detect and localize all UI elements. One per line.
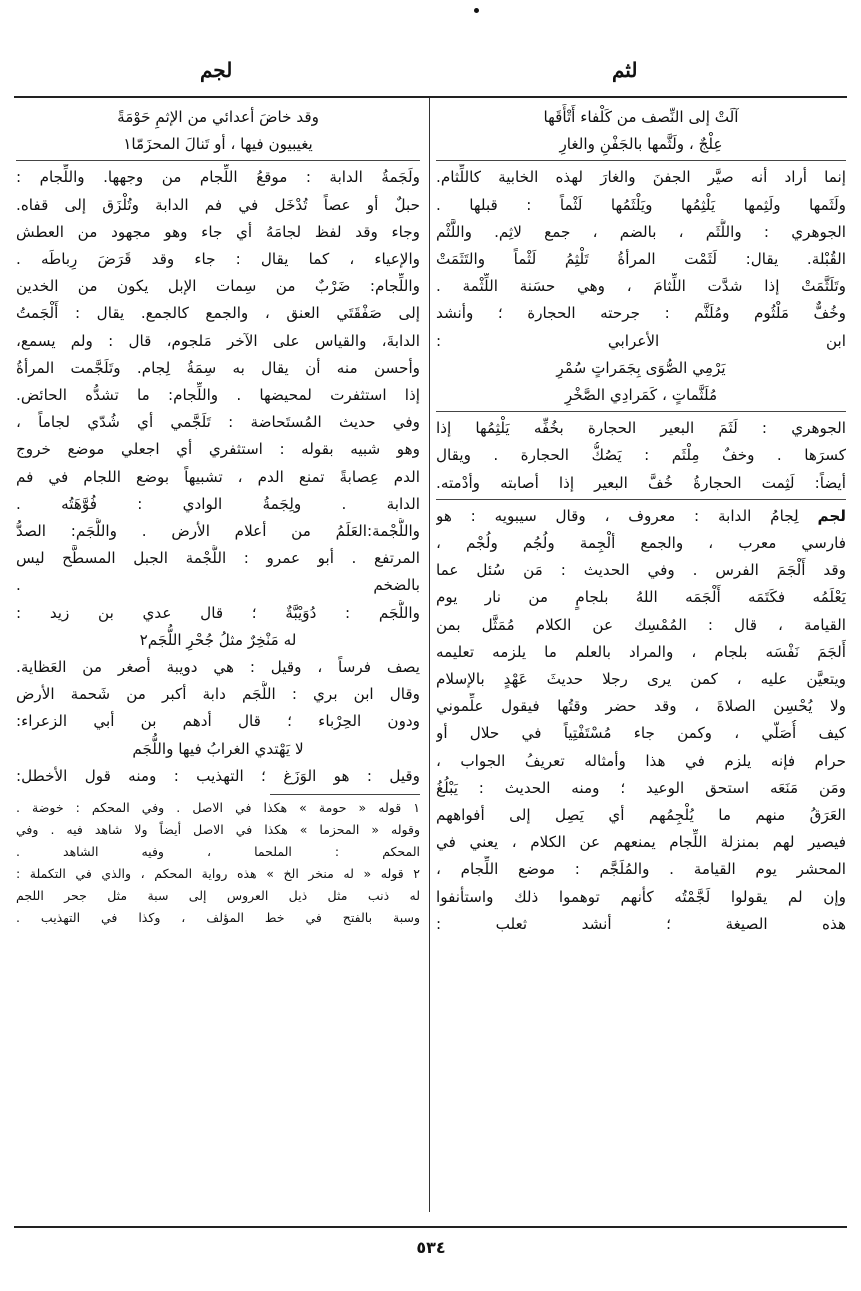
footnote-line: وسبة بالفتح في خط المؤلف ، وكذا في التهذيب . bbox=[16, 910, 420, 926]
section-divider bbox=[436, 160, 846, 161]
header-rule bbox=[14, 96, 847, 98]
text-line: وإن لم يقولوا لَجَّمْتُه كأنهم توهموا ذلك واستأنفوا bbox=[436, 887, 846, 906]
text-line: واللُّجَم : دُوَيْبَّةٌ ؛ قال عدي بن زيد : bbox=[16, 603, 420, 622]
verse-line: وقد خاضَ أعدائي من الإثمِ حَوْمَةً bbox=[117, 108, 319, 126]
section-divider bbox=[436, 499, 846, 500]
text-line: ولَثَمها ولَثِمها يَلْثِمُها ويَلْثَمُها لَثْماً : قبلها . bbox=[436, 195, 846, 214]
text-line: ومَن مَنَعَه استحق الوعيد ؛ ومنه الحديث : يَبْلُغُ bbox=[436, 778, 846, 797]
text-line: القُبْلة. يقال: لَثَمْت المرأةُ تَلْثِمُ لَثْماً والتَثَمَتْ bbox=[436, 250, 846, 269]
text-line: إلى صَفْقَتَي العنق ، والجمع كالجمع. يقال : أَلْجَمتُ bbox=[16, 304, 420, 323]
text-line: وأحسن منه أن يقال به سِمَةُ لِجام. وتَلَجَّمت المرأةُ bbox=[16, 358, 420, 377]
entry-text: لِجامُ الدابة : معروف ، وقال سيبويه : هو bbox=[436, 506, 818, 525]
text-line: العَرَقُ منهم ما يُلْجِمُهم أي يَصِل إلى أفواههم bbox=[436, 806, 846, 825]
text-line: ابن الأعرابي : bbox=[436, 331, 846, 350]
text-line: كسرَها . وخفٌ مِلْثَم : يَصُكُّ الحجارة . ويقال bbox=[436, 446, 846, 465]
text-line: بالضخم . bbox=[16, 576, 420, 595]
page-number: ٥٣٤ bbox=[416, 1238, 446, 1257]
text-line: إذا استثفرت لمحيضها . واللِّجام: ما تشدُّه الحائض. bbox=[16, 386, 420, 405]
right-column bbox=[436, 104, 846, 1208]
text-line: إنما أراد أنه صيَّر الجفنَ والغارَ لهذه الخابية كاللِّثام. bbox=[436, 168, 846, 187]
footnote-line: المحكم : الملحما ، وفيه الشاهد . bbox=[16, 844, 420, 860]
text-line: الدم عِصابةً تمنع الدم ، تشبيهاً بوضع اللجام في فم bbox=[16, 467, 420, 486]
text-line: والإعياء ، كما يقال : جاء وقد قَرَضَ رِباطَه . bbox=[16, 250, 420, 269]
text-line: الدابة . ولِجَمةُ الوادي : فُوَّهَتُه . bbox=[16, 494, 420, 513]
text-line: ولَجَمةُ الدابة : موقعُ اللِّجام من وجهها. واللِّجام : bbox=[16, 168, 420, 187]
text-line: وفي حديث المُستَحاضة : تَلَجَّمي أي شُدّي لجاماً ، bbox=[16, 413, 420, 432]
footnote-rule bbox=[270, 794, 420, 795]
text-line: الجوهري : واللُّثَم ، بالضم ، جمع لاثِم. واللَّثْم bbox=[436, 222, 846, 241]
text-line: كيف أُصَلّي ، وكمن جاء مُسْتَفْتِياً في حلال أو bbox=[436, 724, 846, 743]
left-column bbox=[16, 104, 420, 1208]
text-line: وقيل : هو الوَزَغ ؛ التهذيب : ومنه قول الأخطل: bbox=[16, 766, 420, 785]
text-line: ودون الحِرْباء ؛ قال أدهم بن أبي الزعراء: bbox=[16, 712, 420, 731]
text-line: يصف فرساً ، وقيل : هي دويبة أصغر من العَظاية. bbox=[16, 658, 420, 677]
text-line: الدابةَ، والقياس على الآخر مَلجوم، قال : ولم يسمع، bbox=[16, 331, 420, 350]
text-line: واللِّجام: ضَرْبٌ من سِمات الإبل يكون من الخدين bbox=[16, 277, 420, 296]
verse-line: يغيبيون فيها ، أو تَنالَ المحزَمّا١ bbox=[123, 135, 313, 154]
text-line: هذه الصيغة ؛ أنشد ثعلب : bbox=[436, 914, 846, 933]
text-line: الجوهري : لَثَمَ البعير الحجارة بخُفِّه يَلْثِمُها إذا bbox=[436, 419, 846, 438]
top-mark bbox=[474, 8, 479, 13]
verse-line: يَرْمِي الصُّوَى بِجَمَراتٍ سُمْرِ bbox=[556, 358, 726, 377]
text-line: ويتعيَّن عليه ، كمن يرى رجلا حديثَ عَهْدٍ بالإسلام bbox=[436, 670, 846, 689]
text-line: وخُفٌّ مَلْثُوم ومُلَثَّم : جرحته الحجارة ؛ وأنشد bbox=[436, 304, 846, 323]
text-line: فارسي معرب ، والجمع ألْجِمة ولُجُم ولُجْم ، bbox=[436, 534, 846, 553]
verse-line: مُلَثَّماتٍ ، كَمَرادِي الصَّخْرِ bbox=[564, 386, 718, 405]
footer-rule bbox=[14, 1226, 847, 1228]
verse-line: لا يَهْتدي الغرابُ فيها واللُّجَم bbox=[132, 739, 304, 758]
footnote-line: ١ قوله « حومة » هكذا في الاصل . وفي المحكم : خوضة . bbox=[16, 800, 420, 816]
text-line: فيصير لهم بمنزلة اللِّجام يمنعهم عن الكلام ، يعني في bbox=[436, 833, 846, 852]
text-line: واللُّجْمة:العَلَمُ من أعلام الأرض . واللُّجَم: الصدُّ bbox=[16, 522, 420, 541]
section-divider bbox=[16, 160, 420, 161]
verse-line: له مَنْخِرٌ مثلُ جُحْرِ اللُّجَم٢ bbox=[139, 630, 297, 649]
entry-start-line bbox=[436, 503, 846, 530]
text-line: وقد أَلْجَمَ الفرس . وفي الحديث : مَن سُئل عما bbox=[436, 561, 846, 580]
text-line: ولا يُحْسِن الصلاةَ ، وقد حضر وقتُها فيقول علِّموني bbox=[436, 697, 846, 716]
text-line: وقال ابن بري : اللُّجَم دابة أكبر من شَحمة الأرض bbox=[16, 685, 420, 704]
text-line: القيامة ، قال : المُمْسِك عن الكلام مُمَثَّل بمن bbox=[436, 615, 846, 634]
running-headword-right: لثم bbox=[612, 58, 638, 82]
verse-line: آلَتْ إلى النِّصف من كَلْفاء أَتْأَقَها bbox=[543, 108, 739, 126]
footnote-line: له ذنب مثل ذيل العروس إلى سبة مثل جحر اللجم bbox=[16, 888, 420, 904]
running-headword-left: لجم bbox=[200, 58, 233, 82]
text-line: المرتفع . أبو عمرو : اللُّجْمة الجبل المسطَّح ليس bbox=[16, 549, 420, 568]
text-line: المحشر يوم القيامة . والمُلَجَّم : موضع اللِّجام ، bbox=[436, 860, 846, 879]
footnote-line: وقوله « المحزما » هكذا في الاصل أيضاً ولا شاهد فيه . وفي bbox=[16, 822, 420, 838]
entry-headword: لجم bbox=[817, 506, 846, 525]
text-line: وتَلَثَّمَتْ إذا شدَّت اللِّثامَ ، وهي حسَنة اللِّثْمة . bbox=[436, 277, 846, 296]
footnote-line: ٢ قوله « له منخر الخ » هذه رواية المحكم ، والذي في التكملة : bbox=[16, 866, 420, 882]
column-divider bbox=[429, 98, 430, 1212]
text-line: أَلجَمَ نَفْسَه بلجام ، والمراد بالعلم ما يلزمه تعليمه bbox=[436, 642, 846, 661]
text-line: حرام فإنه يلزم في هذا وأمثاله تعريفُ الجواب ، bbox=[436, 751, 846, 770]
text-line: وهو شبيه بقوله : استثفري أي اجعلي موضع خروج bbox=[16, 440, 420, 459]
text-line: وجاء وقد لفظ لجامَهُ أي جاء وهو مجهود من العطش bbox=[16, 222, 420, 241]
text-line: يَعْلَمُه فكَتَمَه أَلْجَمَه اللهُ بلجامٍ من نار يوم bbox=[436, 588, 846, 607]
text-line: حبلٌ أو عصاً تُدْخَل في فم الدابة وتُلْزَق إلى قفاه. bbox=[16, 195, 420, 214]
section-divider bbox=[436, 411, 846, 412]
verse-line: عِلْجٌ ، ولَثَّمها بالجَفْنِ والغارِ bbox=[559, 135, 723, 154]
text-line: أيضاً: لَثِمت الحجارةُ خُفَّ البعير إذا أصابته وأدْمته. bbox=[436, 473, 846, 492]
